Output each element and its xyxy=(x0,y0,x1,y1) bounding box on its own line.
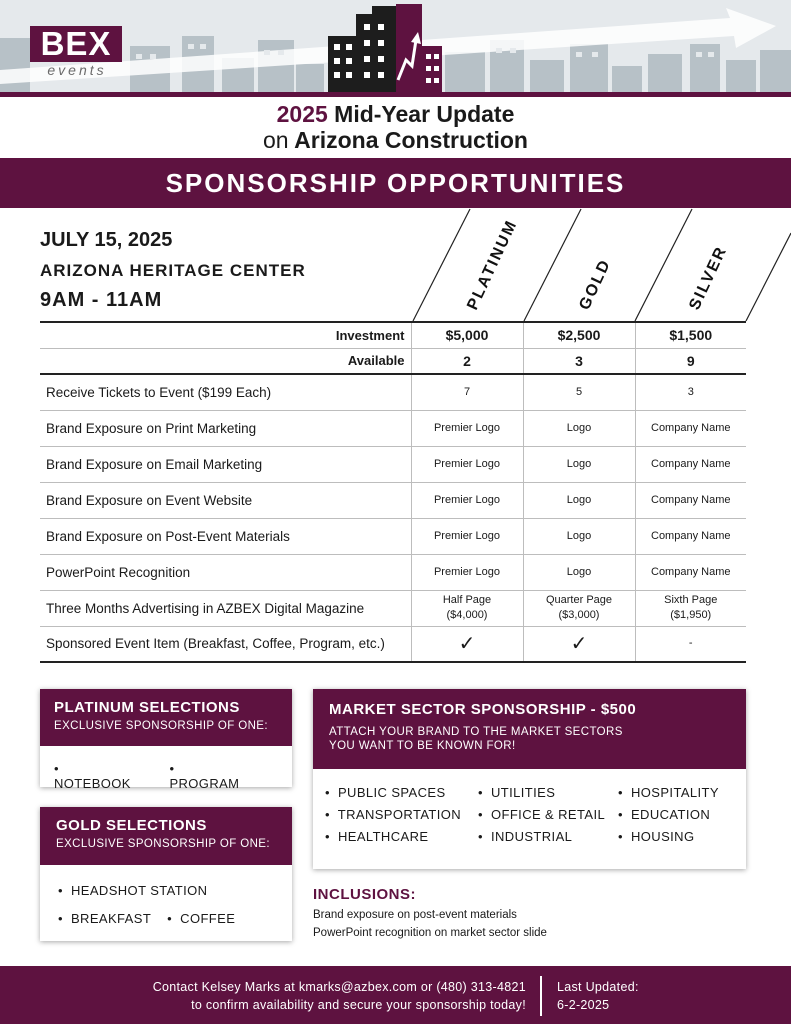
platinum-value: Premier Logo xyxy=(411,554,523,590)
title-line1: Mid-Year Update xyxy=(334,101,515,127)
inclusions xyxy=(313,886,547,940)
event-venue: ARIZONA HERITAGE CENTER xyxy=(40,261,306,280)
market-card-title: MARKET SECTOR SPONSORSHIP - $500 xyxy=(329,701,637,718)
table-row-available xyxy=(40,348,746,374)
silver-value: 3 xyxy=(635,374,746,410)
investment-label: Investment xyxy=(40,322,411,348)
footer xyxy=(0,966,791,1024)
list-item: • PROGRAM xyxy=(169,761,240,791)
table-row xyxy=(40,626,746,662)
investment-silver: $1,500 xyxy=(635,322,746,348)
gold-value: Logo xyxy=(523,554,635,590)
list-item: • PUBLIC SPACES xyxy=(325,785,446,800)
tier-gold: GOLD xyxy=(576,256,615,313)
title-line2: Arizona Construction xyxy=(294,127,528,153)
feature-label: Three Months Advertising in AZBEX Digital Magazine xyxy=(40,590,411,626)
platinum-card-header xyxy=(40,689,292,746)
banner-rule xyxy=(0,92,791,97)
table-row-investment xyxy=(40,322,746,348)
gold-value: 5 xyxy=(523,374,635,410)
market-sector-list xyxy=(313,769,746,844)
platinum-card-subtitle: EXCLUSIVE SPONSORSHIP OF ONE: xyxy=(54,720,268,732)
available-gold: 3 xyxy=(523,348,635,374)
silver-value: Company Name xyxy=(635,554,746,590)
platinum-value: 7 xyxy=(411,374,523,410)
list-item: • HEADSHOT STATION xyxy=(58,883,208,898)
gold-card-title: GOLD SELECTIONS xyxy=(56,817,207,834)
silver-ad-size: Sixth Page xyxy=(664,594,718,606)
table-row xyxy=(40,554,746,590)
event-date: JULY 15, 2025 xyxy=(40,229,173,251)
footer-divider xyxy=(540,976,542,1016)
list-item: • EDUCATION xyxy=(618,807,711,822)
event-time: 9AM - 11AM xyxy=(40,289,163,311)
silver-value: Company Name xyxy=(635,410,746,446)
list-item: • TRANSPORTATION xyxy=(325,807,462,822)
gold-selections-card xyxy=(40,807,292,941)
table-row xyxy=(40,446,746,482)
last-updated xyxy=(557,978,639,1014)
list-item: • INDUSTRIAL xyxy=(478,829,573,844)
gold-value xyxy=(523,590,635,626)
gold-ad-price: ($3,000) xyxy=(558,609,600,621)
gold-value: Logo xyxy=(523,482,635,518)
table-row xyxy=(40,410,746,446)
logo-main: BEX xyxy=(30,26,122,62)
page-title xyxy=(0,101,791,153)
platinum-value: Premier Logo xyxy=(411,518,523,554)
investment-platinum: $5,000 xyxy=(411,322,523,348)
platinum-value: Premier Logo xyxy=(411,482,523,518)
gold-card-header xyxy=(40,807,292,865)
platinum-ad-size: Half Page xyxy=(442,594,492,606)
checkmark-icon: ✓ xyxy=(523,626,635,662)
feature-label: Brand Exposure on Event Website xyxy=(40,482,411,518)
checkmark-icon: ✓ xyxy=(411,626,523,662)
tier-silver: SILVER xyxy=(686,243,731,313)
list-item: • BREAKFAST xyxy=(58,911,152,926)
table-row xyxy=(40,482,746,518)
gold-ad-size: Quarter Page xyxy=(545,594,613,606)
benefits-table xyxy=(40,321,746,663)
list-item: • COFFEE xyxy=(167,911,236,926)
contact-line-1: Contact Kelsey Marks at kmarks@azbex.com or (480) 313-4821 xyxy=(152,980,526,994)
bex-events-logo xyxy=(30,26,124,77)
platinum-value xyxy=(411,590,523,626)
feature-label: Brand Exposure on Email Marketing xyxy=(40,446,411,482)
silver-value: - xyxy=(635,626,746,662)
gold-card-subtitle: EXCLUSIVE SPONSORSHIP OF ONE: xyxy=(56,838,270,850)
available-label: Available xyxy=(40,348,411,374)
platinum-value: Premier Logo xyxy=(411,446,523,482)
inclusions-heading: INCLUSIONS: xyxy=(313,886,416,903)
feature-label: Brand Exposure on Print Marketing xyxy=(40,410,411,446)
available-silver: 9 xyxy=(635,348,746,374)
inclusion-item: Brand exposure on post-event materials xyxy=(313,909,517,921)
table-row xyxy=(40,374,746,410)
list-item: • NOTEBOOK xyxy=(54,761,131,791)
sponsorship-heading: SPONSORSHIP OPPORTUNITIES xyxy=(0,158,791,208)
table-row xyxy=(40,518,746,554)
list-item: • HOSPITALITY xyxy=(618,785,719,800)
silver-value: Company Name xyxy=(635,482,746,518)
list-item: • OFFICE & RETAIL xyxy=(478,807,606,822)
platinum-ad-price: ($4,000) xyxy=(446,609,488,621)
list-item: • HOUSING xyxy=(618,829,695,844)
gold-value: Logo xyxy=(523,446,635,482)
last-updated-date: 6-2-2025 xyxy=(557,998,610,1012)
market-card-subtitle-1: ATTACH YOUR BRAND TO THE MARKET SECTORS xyxy=(329,726,623,738)
header-banner xyxy=(0,0,791,92)
market-card-subtitle-2: YOU WANT TO BE KNOWN FOR! xyxy=(329,740,516,752)
available-platinum: 2 xyxy=(411,348,523,374)
gold-value: Logo xyxy=(523,518,635,554)
tier-platinum: PLATINUM xyxy=(464,217,521,313)
silver-ad-price: ($1,950) xyxy=(670,609,712,621)
platinum-selections-card xyxy=(40,689,292,791)
platinum-card-title: PLATINUM SELECTIONS xyxy=(54,699,240,716)
silver-value: Company Name xyxy=(635,518,746,554)
silver-value: Company Name xyxy=(635,446,746,482)
inclusion-item: PowerPoint recognition on market sector slide xyxy=(313,927,547,939)
title-year: 2025 xyxy=(276,101,328,127)
contact-info xyxy=(60,978,526,1014)
table-row xyxy=(40,590,746,626)
silver-value xyxy=(635,590,746,626)
list-item: • UTILITIES xyxy=(478,785,556,800)
feature-label: Receive Tickets to Event ($199 Each) xyxy=(40,374,411,410)
gold-value: Logo xyxy=(523,410,635,446)
tier-headers xyxy=(0,205,791,323)
logo-sub: events xyxy=(47,62,107,78)
market-sector-card xyxy=(313,689,746,869)
last-updated-label: Last Updated: xyxy=(557,980,639,994)
market-card-header xyxy=(313,689,746,769)
platinum-value: Premier Logo xyxy=(411,410,523,446)
list-item: • HEALTHCARE xyxy=(325,829,429,844)
title-on: on xyxy=(263,127,289,153)
contact-line-2: to confirm availability and secure your sponsorship today! xyxy=(191,998,526,1012)
feature-label: PowerPoint Recognition xyxy=(40,554,411,590)
feature-label: Brand Exposure on Post-Event Materials xyxy=(40,518,411,554)
feature-label: Sponsored Event Item (Breakfast, Coffee, Program, etc.) xyxy=(40,626,411,662)
investment-gold: $2,500 xyxy=(523,322,635,348)
